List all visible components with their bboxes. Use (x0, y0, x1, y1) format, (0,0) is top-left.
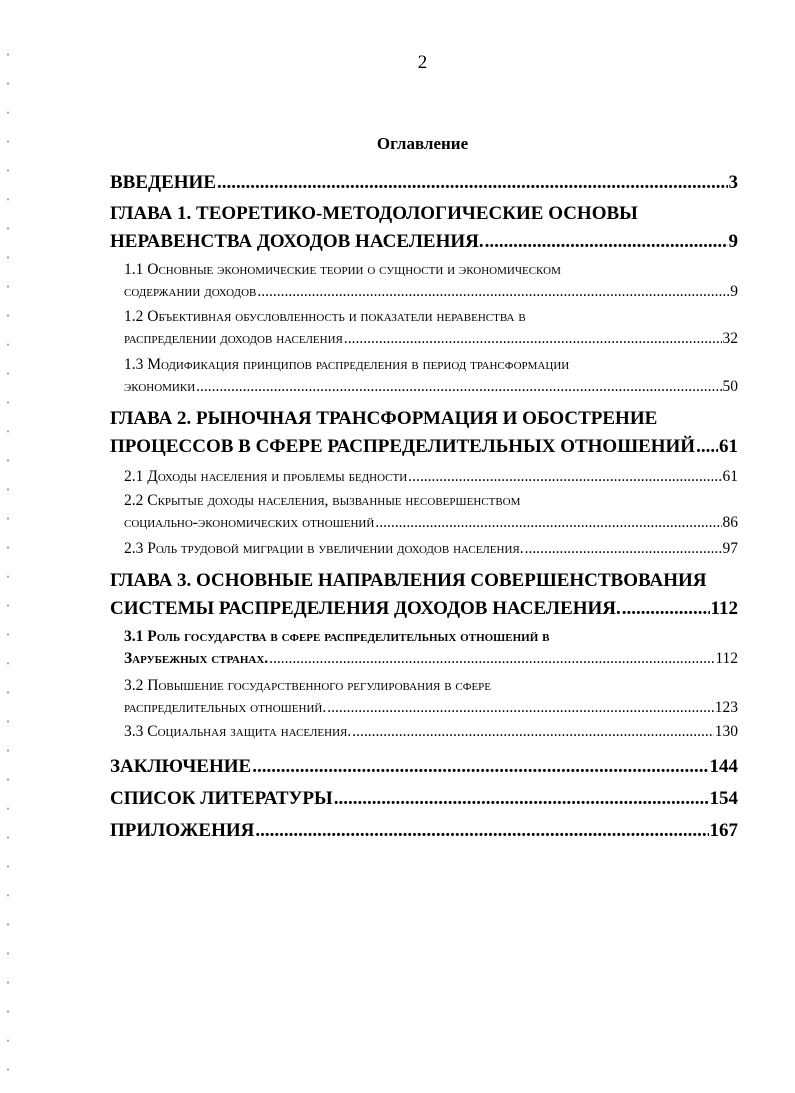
toc-entry-section-3-2[interactable] (124, 677, 738, 717)
toc-entry-title: ГЛАВА 2. РЫНОЧНАЯ ТРАНСФОРМАЦИЯ И ОБОСТРЕНИЕ (110, 408, 658, 429)
toc-entry-title: 2.1 Доходы населения и проблемы бедности (124, 468, 408, 485)
dot-leader (408, 468, 721, 486)
dot-leader (252, 756, 708, 778)
toc-entry-section-1-2[interactable] (124, 308, 738, 348)
toc-page-number: 9 (728, 231, 738, 252)
toc-entry-title: 2.3 Роль трудовой миграции в увеличении доходов населения. (124, 540, 524, 557)
toc-page-number: 112 (710, 598, 738, 619)
toc-page-number: 97 (722, 540, 738, 557)
toc-entry-title-cont: СИСТЕМЫ РАСПРЕДЕЛЕНИЯ ДОХОДОВ НАСЕЛЕНИЯ. (110, 598, 621, 619)
toc-entry-title: СПИСОК ЛИТЕРАТУРЫ (110, 788, 333, 809)
toc-entry-title-cont: социально-экономических отношений (124, 514, 375, 531)
dot-leader (696, 436, 718, 458)
toc-entry-title: ГЛАВА 3. ОСНОВНЫЕ НАПРАВЛЕНИЯ СОВЕРШЕНСТВОВАНИЯ (110, 570, 707, 591)
toc-entry-title: ГЛАВА 1. ТЕОРЕТИКО-МЕТОДОЛОГИЧЕСКИЕ ОСНОВЫ (110, 203, 638, 224)
dot-leader (257, 283, 729, 301)
toc-page-number: 123 (714, 699, 738, 716)
toc-page-number: 86 (722, 514, 738, 531)
toc-page-number: 112 (715, 650, 738, 667)
toc-page-number: 61 (722, 468, 738, 485)
dot-leader (334, 788, 709, 810)
toc-page-number: 130 (714, 723, 738, 740)
toc-entry-title-cont: НЕРАВЕНСТВА ДОХОДОВ НАСЕЛЕНИЯ. (110, 231, 484, 252)
toc-entry-title-cont: содержании доходов (124, 283, 257, 300)
toc-page-number: 144 (709, 756, 738, 777)
toc-entry-conclusion[interactable] (110, 756, 738, 778)
dot-leader (269, 650, 714, 668)
toc-entry-section-1-1[interactable] (124, 261, 738, 301)
toc-page-number: 61 (719, 436, 738, 457)
toc-entry-title: 3.3 Социальная защита населения. (124, 723, 352, 740)
page-number: 2 (417, 52, 428, 73)
toc-entry-title: 3.2 Повышение государственного регулирования в сфере (124, 677, 492, 694)
toc-entry-title: 1.3 Модификация принципов распределения в период трансформации (124, 356, 570, 373)
toc-page-number: 154 (709, 788, 738, 809)
toc-entry-title-cont: ПРОЦЕССОВ В СФЕРЕ РАСПРЕДЕЛИТЕЛЬНЫХ ОТНОШЕНИЙ (110, 436, 696, 457)
toc-page-number: 167 (709, 820, 738, 841)
toc-entry-section-1-3[interactable] (124, 356, 738, 396)
dot-leader (217, 172, 728, 194)
toc-entry-title: ЗАКЛЮЧЕНИЕ (110, 756, 252, 777)
toc-entry-chapter-3[interactable] (110, 570, 738, 620)
toc-entry-section-2-1[interactable] (124, 468, 738, 486)
toc-entry-title: ПРИЛОЖЕНИЯ (110, 820, 255, 841)
toc-page-number: 32 (722, 330, 738, 347)
toc-entry-title-cont: распределении доходов населения (124, 330, 343, 347)
dot-leader (255, 820, 708, 842)
toc-entry-title-cont: распределительных отношений. (124, 699, 327, 716)
dot-leader (196, 378, 721, 396)
toc-entry-title-cont: экономики (124, 378, 196, 395)
dot-leader (375, 514, 721, 532)
toc-entry-section-2-3[interactable] (124, 540, 738, 558)
toc-entry-title: 1.1 Основные экономические теории о сущности и экономическом (124, 261, 561, 278)
toc-entry-title: 1.2 Объективная обусловленность и показатели неравенства в (124, 308, 526, 325)
toc-entry-title: 3.1 Роль государства в сфере распределительных отношений в (124, 628, 550, 645)
toc-entry-introduction[interactable] (110, 172, 738, 194)
dot-leader (327, 699, 714, 717)
dot-leader (352, 723, 713, 741)
toc-entry-chapter-2[interactable] (110, 408, 738, 458)
toc-entry-title-cont: Зарубежных странах. (124, 650, 269, 667)
toc-entry-bibliography[interactable] (110, 788, 738, 810)
dot-leader (344, 330, 722, 348)
toc-entry-title: 2.2 Скрытые доходы населения, вызванные несовершенством (124, 492, 521, 509)
toc-entry-title: ВВЕДЕНИЕ (110, 172, 216, 193)
toc-entry-section-2-2[interactable] (124, 492, 738, 532)
toc-entry-section-3-1[interactable] (124, 628, 738, 668)
dot-leader (485, 231, 728, 253)
toc-title: Оглавление (376, 134, 469, 153)
toc-entry-chapter-1[interactable] (110, 203, 738, 253)
toc-entry-section-3-3[interactable] (124, 723, 738, 741)
toc-page-number: 3 (728, 172, 738, 193)
scan-margin-noise (4, 40, 12, 1080)
toc-entry-appendices[interactable] (110, 820, 738, 842)
toc-page-number: 50 (722, 378, 738, 395)
toc-page-number: 9 (730, 283, 738, 300)
dot-leader (525, 540, 722, 558)
dot-leader (622, 598, 710, 620)
